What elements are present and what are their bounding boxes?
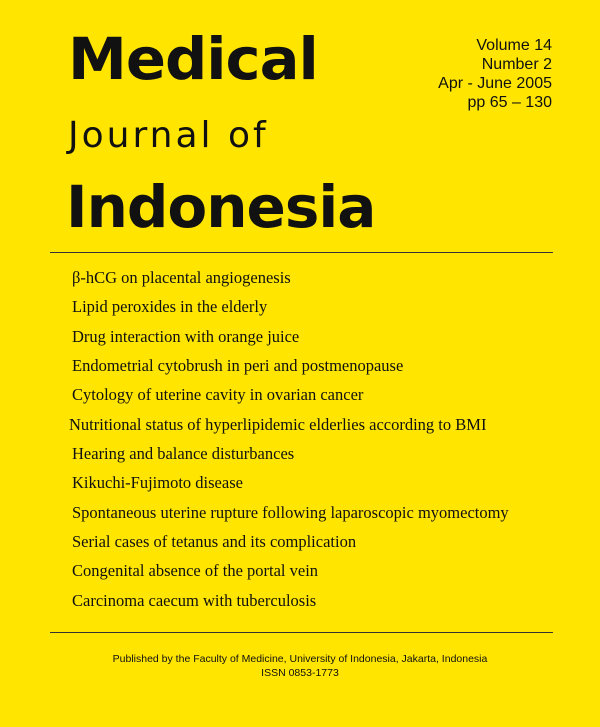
toc-item: Drug interaction with orange juice <box>72 327 300 346</box>
toc-item: Nutritional status of hyperlipidemic elderlies according to BMI <box>69 415 487 434</box>
bottom-divider <box>50 632 553 633</box>
issue-volume: Volume 14 <box>476 37 552 54</box>
toc-item: Kikuchi-Fujimoto disease <box>72 473 243 492</box>
toc-item: Hearing and balance disturbances <box>72 444 295 463</box>
issn-line: ISSN 0853-1773 <box>261 667 339 679</box>
toc-item: Lipid peroxides in the elderly <box>72 297 268 316</box>
publisher-line: Published by the Faculty of Medicine, University of Indonesia, Jakarta, Indonesia <box>112 653 488 665</box>
issue-period: Apr - June 2005 <box>438 75 552 92</box>
masthead-medical: Medical <box>68 25 318 93</box>
toc-item: Serial cases of tetanus and its complication <box>72 532 357 551</box>
toc-item: Congenital absence of the portal vein <box>72 561 319 580</box>
publisher-footer <box>0 652 600 680</box>
issue-pages: pp 65 – 130 <box>467 94 552 111</box>
toc-item: Endometrial cytobrush in peri and postmenopause <box>72 356 404 375</box>
masthead-journal-of: Journal of <box>68 115 269 156</box>
toc-item: Carcinoma caecum with tuberculosis <box>72 591 317 610</box>
issue-number: Number 2 <box>481 56 552 73</box>
issue-info <box>438 36 552 112</box>
top-divider <box>50 252 553 253</box>
toc-item: Spontaneous uterine rupture following laparoscopic myomectomy <box>72 503 509 522</box>
toc-item: Cytology of uterine cavity in ovarian cancer <box>72 385 364 404</box>
toc-item: β-hCG on placental angiogenesis <box>72 268 291 287</box>
masthead-indonesia: Indonesia <box>66 173 376 241</box>
